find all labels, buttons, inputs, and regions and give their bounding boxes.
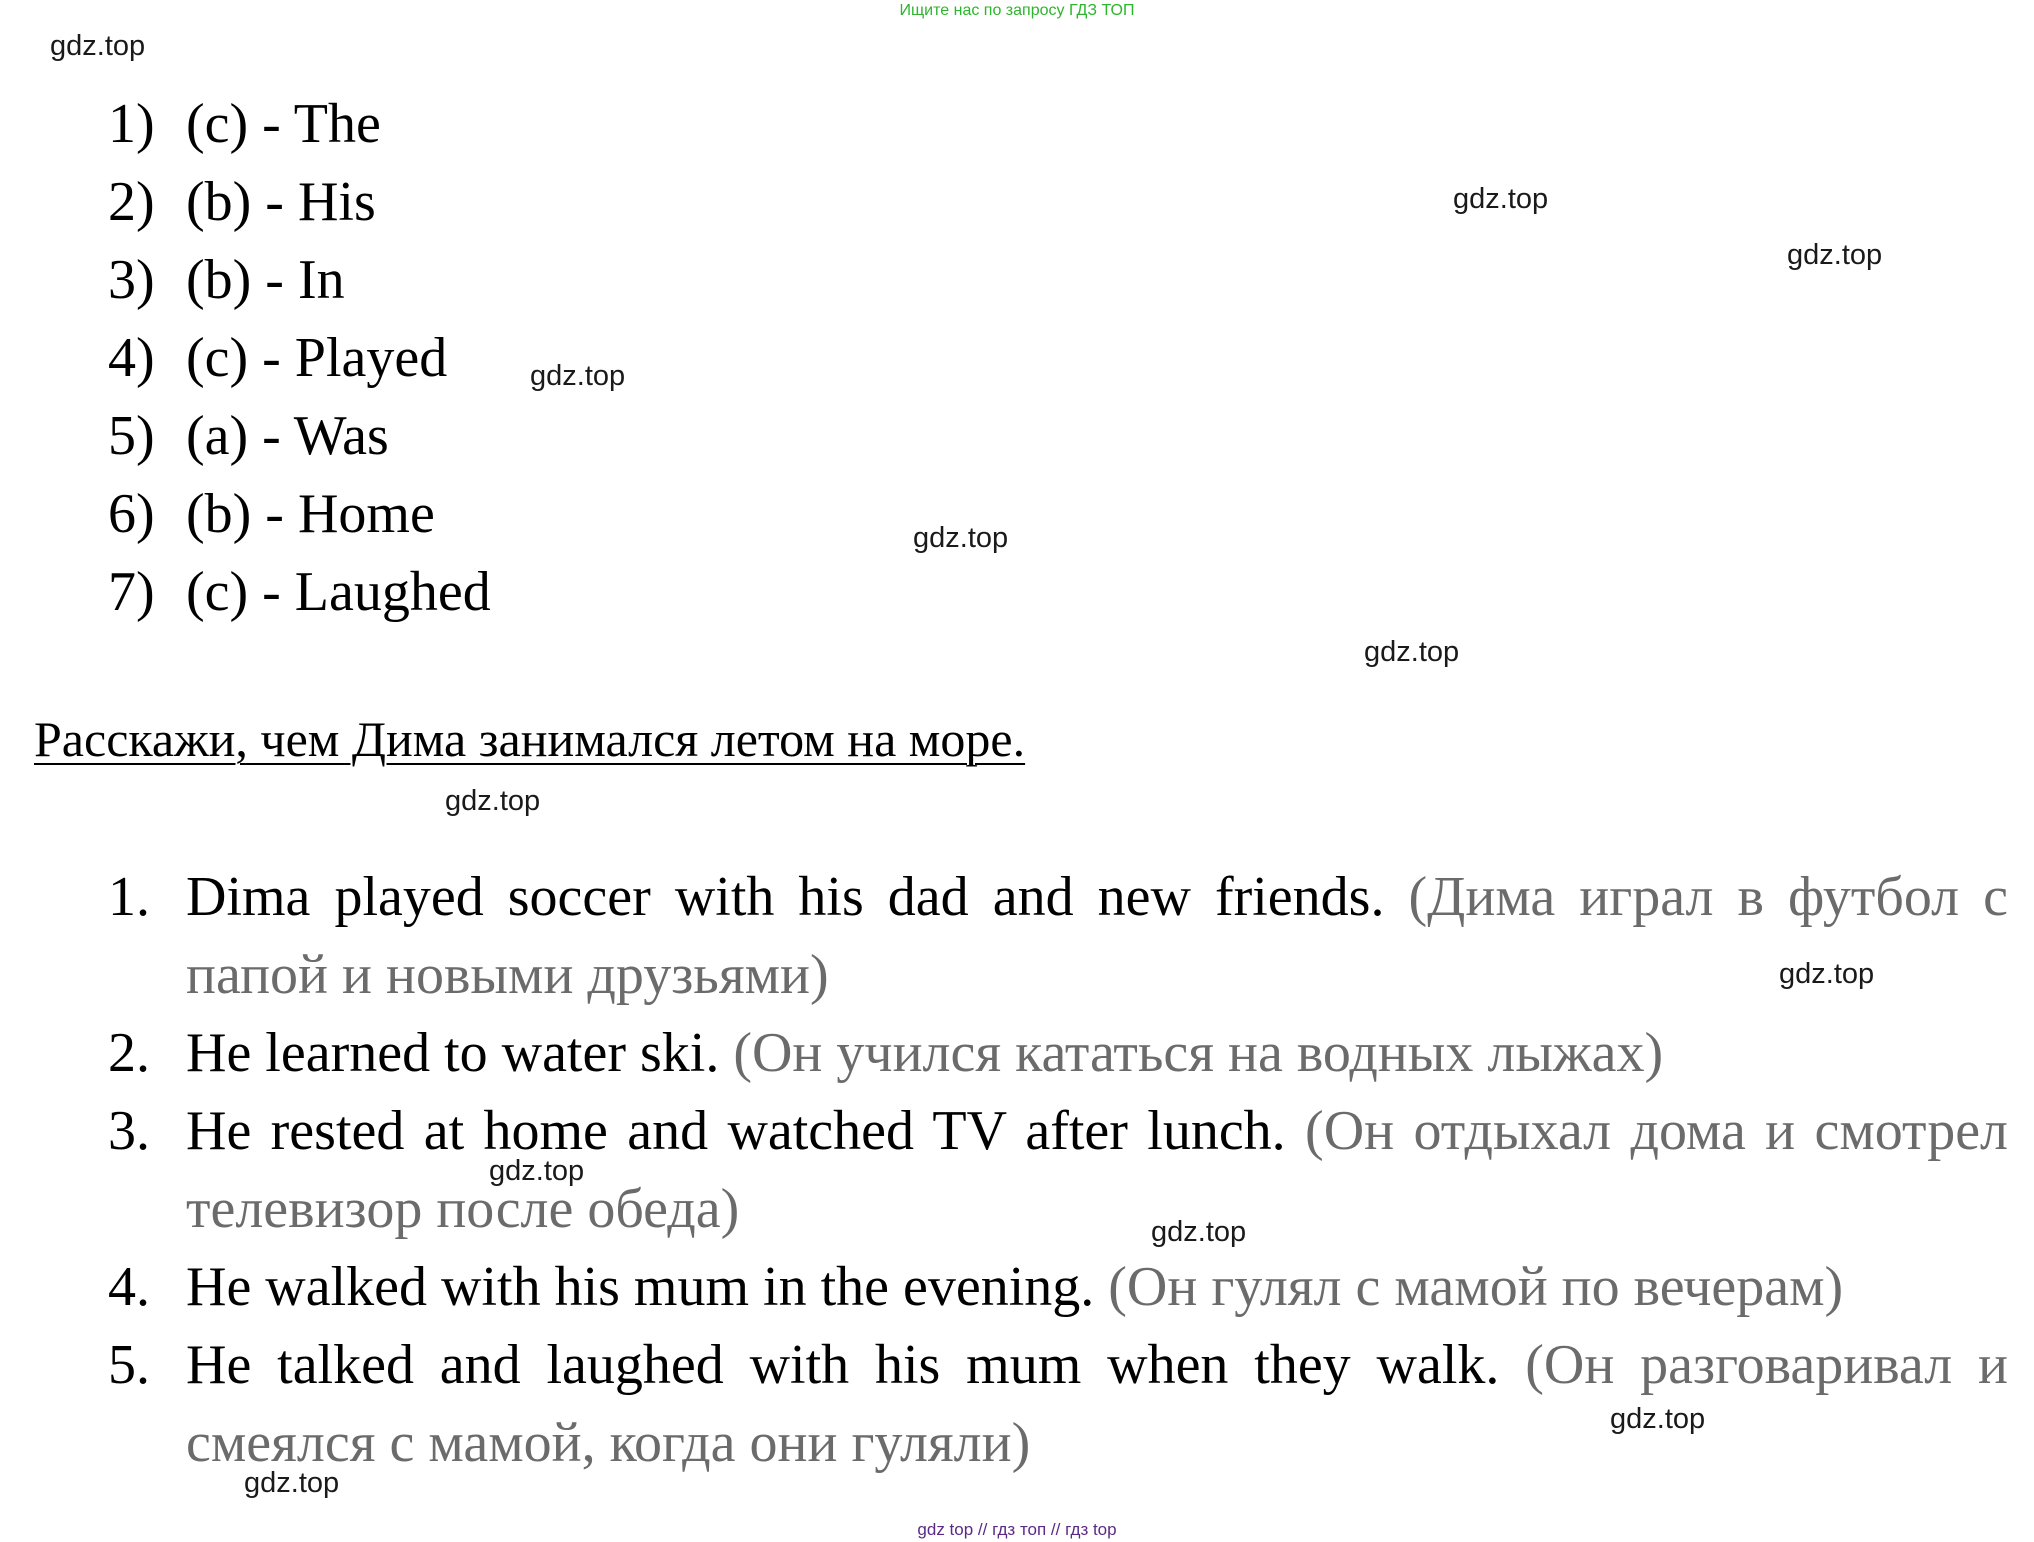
watermark: gdz.top (1779, 958, 1875, 990)
story-text (186, 1248, 2008, 1326)
answer-text: (c) - Laughed (186, 561, 491, 623)
answer-number: 5) (108, 405, 155, 467)
task-title: Расскажи, чем Дима занимался летом на море. (34, 711, 1026, 767)
answer-text: (c) - Played (186, 327, 448, 389)
watermark: gdz.top (1787, 239, 1883, 271)
watermark: gdz.top (445, 785, 541, 817)
answer-item (108, 553, 491, 631)
watermark: gdz.top (1610, 1403, 1706, 1435)
story-number: 1. (108, 866, 150, 928)
watermark: gdz.top (1151, 1216, 1247, 1248)
russian-translation: (Он учился кататься на водных лыжах) (733, 1022, 1664, 1084)
russian-translation: (Он отдыхал дома и смотрел телевизор после обеда) (186, 1100, 2008, 1240)
watermark: gdz.top (1364, 636, 1460, 668)
answer-text: (b) - In (186, 249, 345, 311)
story-number: 3. (108, 1100, 150, 1162)
answer-number: 1) (108, 93, 155, 155)
english-sentence: He talked and laughed with his mum when they walk. (186, 1334, 1500, 1396)
story-number: 4. (108, 1256, 150, 1318)
story-number: 2. (108, 1022, 150, 1084)
answer-text: (b) - Home (186, 483, 435, 545)
watermark: gdz.top (489, 1155, 585, 1187)
answer-number: 4) (108, 327, 155, 389)
english-sentence: Dima played soccer with his dad and new friends. (186, 866, 1385, 928)
story-text (186, 1326, 2008, 1482)
story-item (108, 1014, 2008, 1092)
story-list (108, 858, 2008, 1482)
top-banner: Ищите нас по запросу ГДЗ ТОП (899, 2, 1135, 19)
footer-banner: gdz top // гдз топ // гдз top (917, 1520, 1117, 1539)
english-sentence: He walked with his mum in the evening. (186, 1256, 1095, 1318)
story-item (108, 1248, 2008, 1326)
russian-translation: (Он разговаривал и смеялся с мамой, когда они гуляли) (186, 1334, 2009, 1474)
answer-item (108, 397, 491, 475)
story-number: 5. (108, 1334, 150, 1396)
answer-item (108, 319, 491, 397)
story-text (186, 858, 2008, 1014)
english-sentence: He rested at home and watched TV after lunch. (186, 1100, 1286, 1162)
watermark: gdz.top (913, 522, 1009, 554)
russian-translation: (Он гулял с мамой по вечерам) (1108, 1256, 1844, 1318)
answer-text: (a) - Was (186, 405, 389, 467)
story-item (108, 858, 2008, 1014)
answer-item (108, 85, 491, 163)
watermark: gdz.top (530, 360, 626, 392)
answer-text: (c) - The (186, 93, 381, 155)
answer-number: 6) (108, 483, 155, 545)
answer-list (108, 85, 491, 631)
russian-translation: (Дима играл в футбол с папой и новыми друзьями) (186, 866, 2008, 1006)
watermark: gdz.top (244, 1467, 340, 1499)
answer-item (108, 241, 491, 319)
watermark: gdz.top (1453, 183, 1549, 215)
english-sentence: He learned to water ski. (186, 1022, 720, 1084)
answer-item (108, 475, 491, 553)
story-text (186, 1092, 2008, 1248)
answer-item (108, 163, 491, 241)
answer-text: (b) - His (186, 171, 376, 233)
answer-number: 7) (108, 561, 155, 623)
answer-number: 3) (108, 249, 155, 311)
story-text (186, 1014, 2008, 1092)
story-item (108, 1326, 2008, 1482)
watermark: gdz.top (50, 30, 146, 62)
story-item (108, 1092, 2008, 1248)
answer-number: 2) (108, 171, 155, 233)
